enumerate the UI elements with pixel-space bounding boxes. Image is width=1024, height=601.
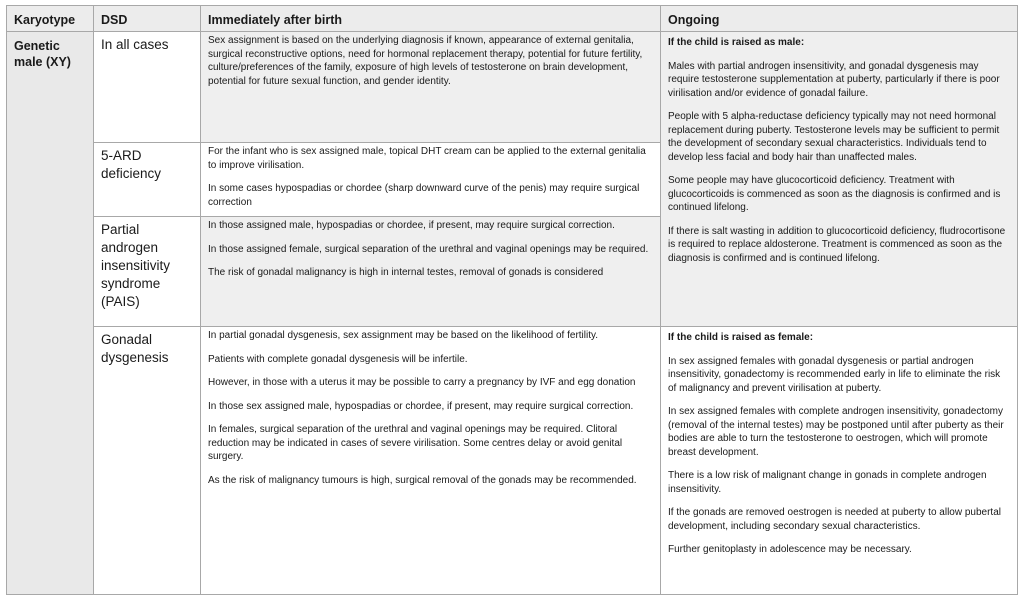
immediate-paragraph: In those assigned male, hypospadias or chordee, if present, may require surgical correction. (208, 220, 615, 231)
immediate-paragraph: In those assigned female, surgical separation of the urethral and vaginal openings may be required. (208, 243, 649, 255)
dsd-cell-5ard: 5-ARD deficiency (93, 142, 201, 217)
ongoing-paragraph: Further genitoplasty in adolescence may be necessary. (668, 544, 912, 555)
ongoing-paragraph: In sex assigned females with gonadal dysgenesis or partial androgen insensitivity, gonadectomy is recommended early in life to eliminate the risk of malignancy and prevent virilisation at puberty. (668, 355, 1001, 394)
header-immediately-after-birth: Immediately after birth (200, 5, 661, 32)
ongoing-paragraph: If there is salt wasting in addition to glucocorticoid deficiency, fludrocortisone is required to replace aldosterone. Treatment is commenced as soon as the diagnosis is confirmed and is continued lifelong. (668, 225, 1006, 264)
ongoing-female-heading: If the child is raised as female: (668, 332, 814, 343)
ongoing-paragraph: People with 5 alpha-reductase deficiency typically may not need hormonal replacement during puberty. Testosterone levels may be sufficient to permit the development of secondary sexual characteristics. Individuals tend to develop less facial and body hair than unaffected males. (668, 111, 1000, 163)
immediate-paragraph: In those sex assigned male, hypospadias or chordee, if present, may require surgical correction. (208, 400, 634, 412)
ongoing-paragraph: Some people may have glucocorticoid deficiency. Treatment with glucocorticoids is commenced as soon as the diagnosis is confirmed and is continued lifelong. (668, 175, 1001, 213)
immediate-paragraph: Patients with complete gonadal dysgenesis will be infertile. (208, 353, 468, 365)
immediate-paragraph: For the infant who is sex assigned male, topical DHT cream can be applied to the external genitalia to improve virilisation. (208, 146, 646, 171)
karyotype-cell: Genetic male (XY) (6, 31, 94, 595)
ongoing-cell-female (660, 326, 1018, 595)
immediate-cell-gonadal-dysgenesis (200, 326, 661, 595)
ongoing-paragraph: In sex assigned females with complete androgen insensitivity, gonadectomy (removal of the internal testes) may be postponed until after puberty as their bodies are able to turn the testosterone to oestrogen, which will promote breast development. (668, 406, 1004, 458)
header-karyotype: Karyotype (6, 5, 94, 32)
header-dsd: DSD (93, 5, 201, 32)
immediate-paragraph: The risk of gonadal malignancy is high in internal testes, removal of gonads is considered (208, 267, 604, 278)
immediate-paragraph: In females, surgical separation of the urethral and vaginal openings may be required. Clitoral reduction may be indicated in cases of severe virilisation. Some centres delay or avoid genital surgery. (208, 424, 623, 462)
ongoing-male-heading: If the child is raised as male: (668, 37, 805, 48)
immediate-paragraph: Sex assignment is based on the underlying diagnosis if known, appearance of external genitalia, surgical reconstructive options, need for hormonal replacement therapy, potential for future fertility, culture/preferences of the family, exposure of high levels of testosterone on brain development, potential for future sexual function, and gender identity. (208, 35, 643, 87)
immediate-paragraph: As the risk of malignancy tumours is high, surgical removal of the gonads may be recommended. (208, 474, 637, 486)
ongoing-cell-male (660, 31, 1018, 327)
dsd-cell-all-cases: In all cases (93, 31, 201, 143)
immediate-paragraph: In partial gonadal dysgenesis, sex assignment may be based on the likelihood of fertility. (208, 330, 599, 341)
immediate-cell-pais (200, 216, 661, 327)
immediate-paragraph: In some cases hypospadias or chordee (sharp downward curve of the penis) may require surgical correction (208, 183, 640, 208)
dsd-cell-pais: Partial androgen insensitivity syndrome (PAIS) (93, 216, 201, 327)
ongoing-paragraph: There is a low risk of malignant change in gonads in complete androgen insensitivity. (668, 470, 987, 495)
immediate-cell-all-cases (200, 31, 661, 143)
immediate-cell-5ard (200, 142, 661, 217)
ongoing-paragraph: Males with partial androgen insensitivity, and gonadal dysgenesis may require testosterone supplementation at puberty, particularly if there is poor virilisation and/or evidence of gonadal failure. (668, 60, 1000, 99)
dsd-cell-gonadal-dysgenesis: Gonadal dysgenesis (93, 326, 201, 595)
ongoing-paragraph: If the gonads are removed oestrogen is needed at puberty to allow pubertal development, including secondary sexual characteristics. (668, 507, 1001, 532)
immediate-paragraph: However, in those with a uterus it may be possible to carry a pregnancy by IVF and egg donation (208, 377, 636, 388)
header-ongoing: Ongoing (660, 5, 1018, 32)
